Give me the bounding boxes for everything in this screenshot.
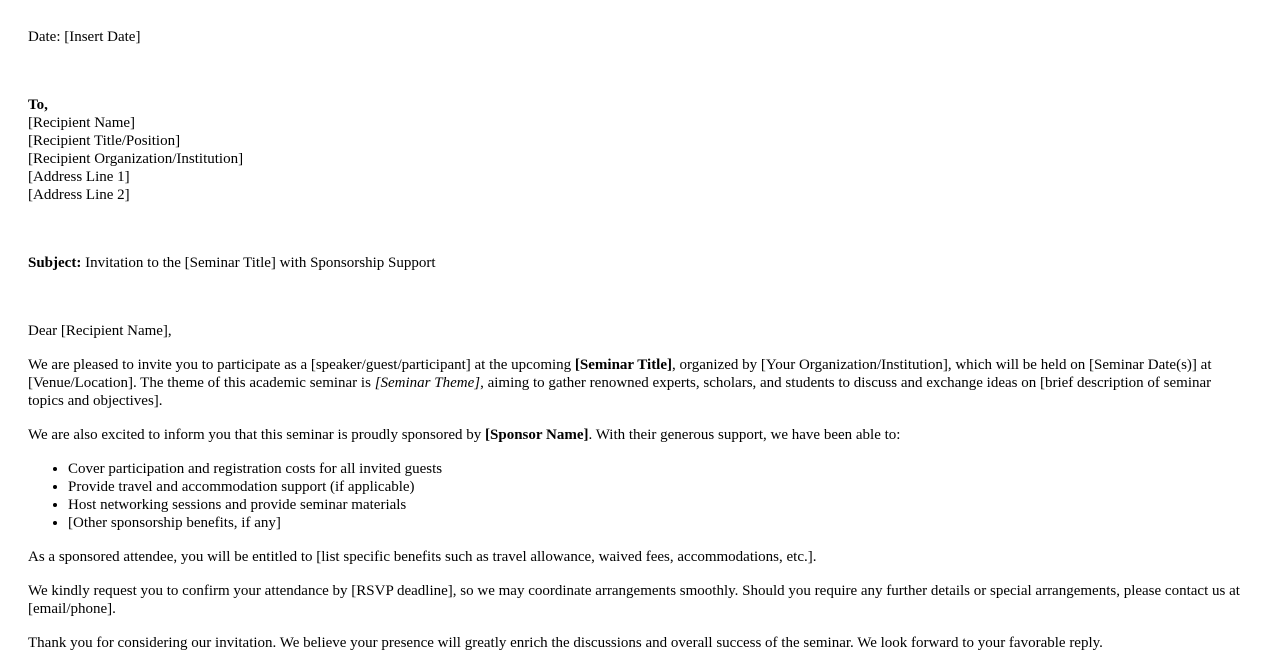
address-line-2: [Address Line 2] — [28, 187, 130, 203]
sponsorship-benefits-list — [28, 460, 1278, 532]
subject-label: Subject: — [28, 255, 82, 271]
para1-text-2: , organized by [Your Organization/Institution], which will be held on [Seminar Date(s)] at [Venue/Location]. The theme of this academic seminar is — [28, 357, 1212, 391]
attendee-benefits-paragraph: As a sponsored attendee, you will be entitled to [list specific benefits such as travel allowance, waived fees, accommodations, etc.]. — [28, 549, 817, 565]
list-item: • Provide travel and accommodation support (if applicable) — [68, 478, 1278, 496]
recipient-title: [Recipient Title/Position] — [28, 133, 181, 149]
list-item: • [Other sponsorship benefits, if any] — [68, 514, 1278, 532]
para1-text-3: , aiming to gather renowned experts, scholars, and students to discuss and exchange ideas on [brief description of seminar topics and objectives]. — [28, 375, 1212, 409]
greeting: Dear [Recipient Name], — [28, 323, 172, 339]
closing-paragraph: Thank you for considering our invitation. We believe your presence will greatly enrich the discussions and overall success of the seminar. We look forward to your favorable reply. — [28, 635, 1103, 651]
rsvp-paragraph: We kindly request you to confirm your attendance by [RSVP deadline], so we may coordinate arrangements smoothly. Should you require any further details or special arrangements, please contact us at [email/phone]. — [28, 583, 1240, 617]
to-label: To, — [28, 97, 48, 113]
seminar-theme: [Seminar Theme] — [374, 375, 481, 391]
list-item: • Cover participation and registration costs for all invited guests — [68, 460, 1278, 478]
date-value: [Insert Date] — [64, 29, 141, 45]
address-line-1: [Address Line 1] — [28, 169, 130, 185]
recipient-block — [28, 96, 1250, 204]
sponsor-name: [Sponsor Name] — [485, 427, 589, 443]
para1-text-1: We are pleased to invite you to participate as a [speaker/guest/participant] at the upcoming — [28, 357, 575, 373]
date-line — [28, 28, 1250, 46]
date-label: Date: — [28, 29, 61, 45]
para2-text-2: . With their generous support, we have been able to: — [588, 427, 901, 443]
subject-line — [28, 254, 1250, 272]
subject-text: Invitation to the [Seminar Title] with Sponsorship Support — [85, 255, 436, 271]
seminar-title: [Seminar Title] — [574, 357, 673, 373]
recipient-name: [Recipient Name] — [28, 115, 136, 131]
recipient-organization: [Recipient Organization/Institution] — [28, 151, 244, 167]
para2-text-1: We are also excited to inform you that this seminar is proudly sponsored by — [28, 427, 486, 443]
sponsor-paragraph — [28, 426, 1250, 444]
list-item: • Host networking sessions and provide seminar materials — [68, 496, 1278, 514]
invitation-paragraph — [28, 356, 1250, 410]
